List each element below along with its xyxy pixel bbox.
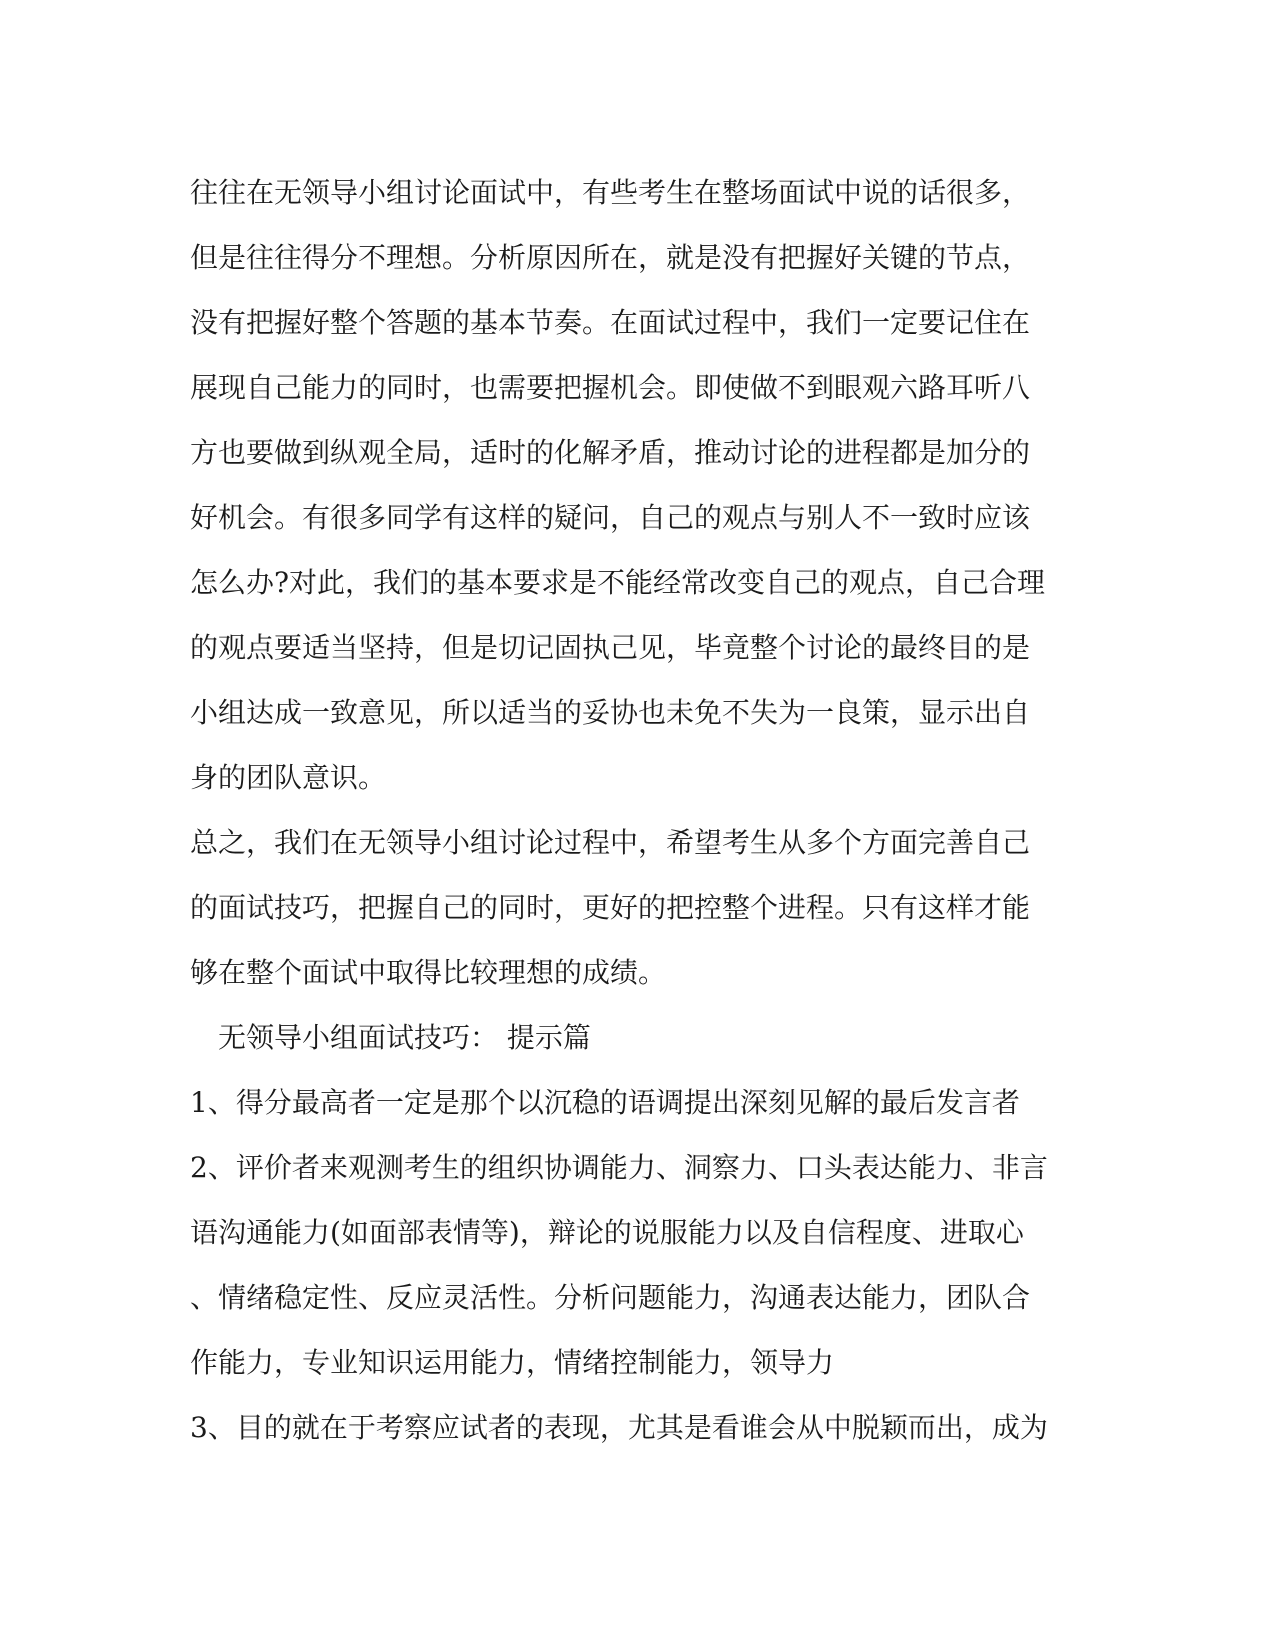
list-item-continued: 、情绪稳定性、反应灵活性。分析问题能力，沟通表达能力，团队合	[190, 1281, 1031, 1314]
body-line: 怎么办?对此，我们的基本要求是不能经常改变自己的观点，自己合理	[190, 566, 1046, 599]
body-line: 展现自己能力的同时，也需要把握机会。即使做不到眼观六路耳听八	[190, 371, 1031, 404]
body-line: 方也要做到纵观全局，适时的化解矛盾，推动讨论的进程都是加分的	[190, 436, 1031, 469]
body-line: 但是往往得分不理想。分析原因所在，就是没有把握好关键的节点，	[190, 241, 1031, 274]
body-line: 的观点要适当坚持，但是切记固执己见，毕竟整个讨论的最终目的是	[190, 631, 1031, 664]
body-line: 好机会。有很多同学有这样的疑问，自己的观点与别人不一致时应该	[190, 501, 1031, 534]
list-item: 1、得分最高者一定是那个以沉稳的语调提出深刻见解的最后发言者	[190, 1086, 1020, 1119]
body-line: 往往在无领导小组讨论面试中，有些考生在整场面试中说的话很多，	[190, 176, 1031, 209]
list-item-continued: 语沟通能力(如面部表情等)，辩论的说服能力以及自信程度、进取心	[190, 1216, 1024, 1249]
body-line: 够在整个面试中取得比较理想的成绩。	[190, 956, 667, 989]
body-line: 总之，我们在无领导小组讨论过程中，希望考生从多个方面完善自己	[190, 826, 1031, 859]
body-line: 的面试技巧，把握自己的同时，更好的把控整个进程。只有这样才能	[190, 891, 1031, 924]
list-item: 2、评价者来观测考生的组织协调能力、洞察力、口头表达能力、非言	[190, 1151, 1048, 1184]
list-item-continued: 作能力，专业知识运用能力，情绪控制能力，领导力	[190, 1346, 835, 1379]
section-heading: 无领导小组面试技巧： 提示篇	[218, 1021, 591, 1054]
body-line: 小组达成一致意见，所以适当的妥协也未免不失为一良策，显示出自	[190, 696, 1031, 729]
body-line: 身的团队意识。	[190, 761, 387, 794]
body-line: 没有把握好整个答题的基本节奏。在面试过程中，我们一定要记住在	[190, 306, 1031, 339]
list-item: 3、目的就在于考察应试者的表现，尤其是看谁会从中脱颖而出，成为	[190, 1411, 1048, 1444]
document-body	[190, 160, 1080, 1460]
